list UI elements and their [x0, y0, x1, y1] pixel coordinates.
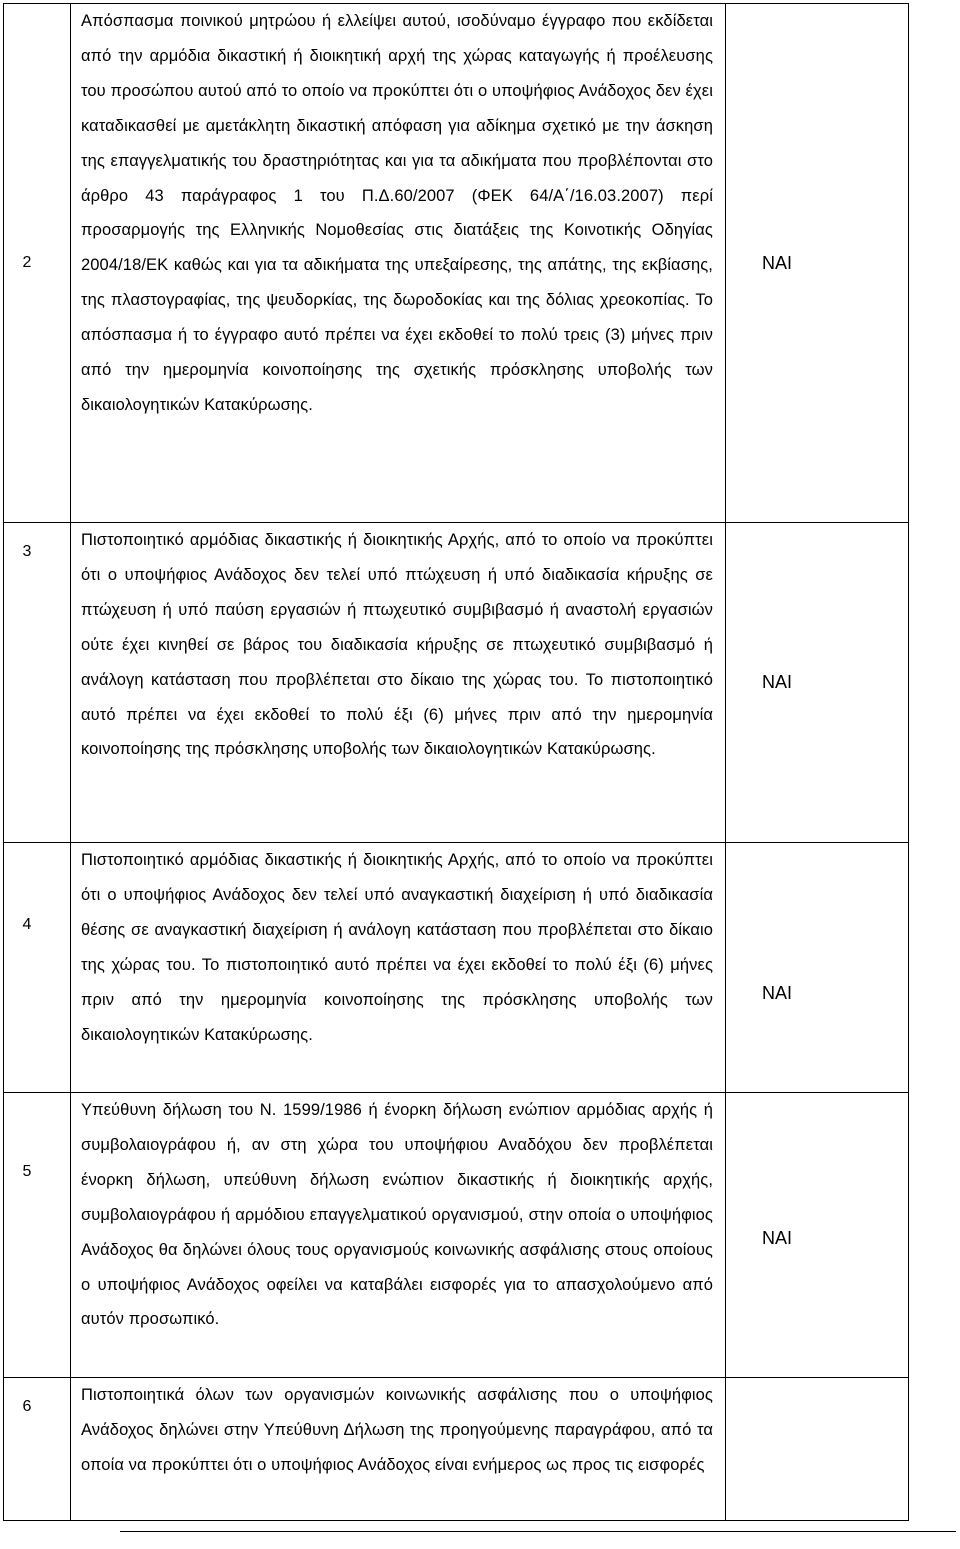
table-row	[4, 843, 909, 1093]
requirement-text: Υπεύθυνη δήλωση του Ν. 1599/1986 ή ένορκη δήλωση ενώπιον αρμόδιας αρχής ή συμβολαιογράφου ή, αν στη χώρα του υποψήφιου Αναδόχου δεν προβλέπεται ένορκη δήλωση, υπεύθυνη δήλωση ενώπιον δικαστικής ή διοικητικής αρχής, συμβολαιογράφου ή αρμόδιου επαγγελματικού οργανισμού, στην οποία ο υποψήφιος Ανάδοχος θα δηλώνει όλους τους οργανισμούς κοινωνικής ασφάλισης στους οποίους ο υποψήφιος Ανάδοχος οφείλει να καταβάλει εισφορές για το απασχολούμενο από αυτόν προσωπικό.	[81, 1101, 713, 1329]
answer-cell	[726, 1093, 909, 1378]
row-number: 4	[22, 916, 32, 933]
requirement-text: Πιστοποιητικό αρμόδιας δικαστικής ή διοικητικής Αρχής, από το οποίο να προκύπτει ότι ο υποψήφιος Ανάδοχος δεν τελεί υπό αναγκαστική διαχείριση ή υπό διαδικασία θέσης σε αναγκαστική διαχείριση ή ανάλογη κατάσταση που προβλέπεται στο δίκαιο της χώρας του. Το πιστοποιητικό αυτό πρέπει να έχει εκδοθεί το πολύ έξι (6) μήνες πριν από την ημερομηνία κοινοποίησης της πρόσκλησης υποβολής των δικαιολογητικών Κατακύρωσης.	[81, 851, 713, 1044]
table-row	[4, 4, 909, 523]
requirement-text-cell	[71, 1093, 726, 1378]
row-number-cell	[4, 523, 71, 843]
answer-value: ΝΑΙ	[761, 983, 792, 1003]
answer-cell	[726, 523, 909, 843]
requirement-text-cell	[71, 1378, 726, 1521]
requirement-text: Απόσπασμα ποινικού μητρώου ή ελλείψει αυτού, ισοδύναμο έγγραφο που εκδίδεται από την αρμόδια δικαστική ή διοικητική αρχή της χώρας καταγωγής ή προέλευσης του προσώπου αυτού από το οποίο να προκύπτει ότι ο υποψήφιος Ανάδοχος δεν έχει καταδικασθεί με αμετάκλητη δικαστική απόφαση για αδίκημα σχετικό με την άσκηση της επαγγελματικής του δραστηριότητας και για τα αδικήματα που προβλέπονται στο άρθρο 43 παράγραφος 1 του Π.Δ.60/2007 (ΦΕΚ 64/Α΄/16.03.2007) περί προσαρμογής της Ελληνικής Νομοθεσίας στις διατάξεις της Κοινοτικής Οδηγίας 2004/18/ΕΚ καθώς και για τα αδικήματα της υπεξαίρεσης, της απάτης, της εκβίασης, της πλαστογραφίας, της ψευδορκίας, της δωροδοκίας και της δόλιας χρεοκοπίας. Το απόσπασμα ή το έγγραφο αυτό πρέπει να έχει εκδοθεί το πολύ τρεις (3) μήνες πριν από την ημερομηνία κοινοποίησης της σχετικής πρόσκλησης υποβολής των δικαιολογητικών Κατακύρωσης.	[81, 12, 713, 414]
row-number-cell	[4, 1378, 71, 1521]
answer-cell	[726, 843, 909, 1093]
answer-value: ΝΑΙ	[761, 672, 792, 692]
row-number: 5	[22, 1163, 32, 1180]
row-number-cell	[4, 4, 71, 523]
requirements-table	[3, 3, 909, 1521]
table-row	[4, 523, 909, 843]
requirement-text-cell	[71, 843, 726, 1093]
answer-value: ΝΑΙ	[761, 252, 792, 273]
answer-cell	[726, 4, 909, 523]
page-footer-rule	[120, 1531, 956, 1532]
row-number: 2	[22, 254, 32, 271]
requirement-text: Πιστοποιητικά όλων των οργανισμών κοινωνικής ασφάλισης που ο υποψήφιος Ανάδοχος δηλώνει στην Υπεύθυνη Δήλωση της προηγούμενης παραγράφου, από τα οποία να προκύπτει ότι ο υποψήφιος Ανάδοχος είναι ενήμερος ως προς τις εισφορές	[81, 1386, 713, 1474]
table-row	[4, 1378, 909, 1521]
row-number: 3	[22, 543, 32, 560]
row-number: 6	[22, 1398, 32, 1415]
requirement-text-cell	[71, 523, 726, 843]
answer-value: ΝΑΙ	[761, 1228, 792, 1248]
row-number-cell	[4, 843, 71, 1093]
row-number-cell	[4, 1093, 71, 1378]
requirement-text: Πιστοποιητικό αρμόδιας δικαστικής ή διοικητικής Αρχής, από το οποίο να προκύπτει ότι ο υποψήφιος Ανάδοχος δεν τελεί υπό πτώχευση ή υπό διαδικασία κήρυξης σε πτώχευση ή υπό παύση εργασιών ή πτωχευτικό συμβιβασμό ή αναστολή εργασιών ούτε έχει κινηθεί σε βάρος του διαδικασία κήρυξης σε πτωχευτικό συμβιβασμό ή ανάλογη κατάσταση που προβλέπεται στο δίκαιο της χώρας του. Το πιστοποιητικό αυτό πρέπει να έχει εκδοθεί το πολύ έξι (6) μήνες πριν από την ημερομηνία κοινοποίησης της πρόσκλησης υποβολής των δικαιολογητικών Κατακύρωσης.	[81, 531, 713, 759]
requirement-text-cell	[71, 4, 726, 523]
table-row	[4, 1093, 909, 1378]
answer-cell	[726, 1378, 909, 1521]
